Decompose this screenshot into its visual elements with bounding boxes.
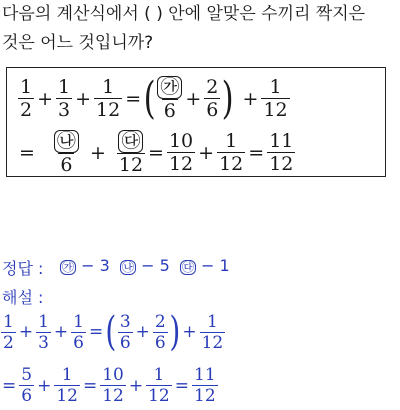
fraction: $\frac{3}{6}$ (119, 311, 131, 353)
fraction: $\frac{1}{12}$ (201, 311, 224, 353)
fraction-blank-a: $\frac{㉮}{6}$ (157, 76, 182, 121)
fraction-blank-b: $\frac{㉯}{6}$ (54, 130, 79, 175)
equation-row-1: $\frac{1}{2}$ + $\frac{1}{3}$ + $\frac{1}{12}$ = ( $\frac{㉮}{6}$ + $\frac{2}{6}$ ) + $\frac{1}{12}$ (20, 72, 288, 124)
equation-row-2: = $\frac{㉯}{6}$ + $\frac{㉰}{12}$ = $\frac{10}{12}$ + $\frac{1}{12}$ = $\frac{11}{12}$ (19, 130, 294, 176)
fraction: $\frac{1}{2}$ (3, 311, 14, 353)
question-line-1: 다음의 계산식에서 ( ) 안에 알맞은 수끼리 짝지은 (2, 4, 366, 24)
fraction: $\frac{1}{3}$ (38, 311, 49, 353)
fraction: $\frac{1}{12}$ (96, 76, 121, 121)
fraction: $\frac{11}{12}$ (194, 365, 216, 406)
fraction: $\frac{1}{6}$ (73, 311, 84, 353)
fraction: $\frac{11}{12}$ (269, 130, 294, 175)
fraction: $\frac{5}{6}$ (21, 365, 33, 406)
fraction: $\frac{2}{6}$ (206, 76, 219, 121)
fraction: $\frac{1}{12}$ (263, 76, 288, 121)
fraction: $\frac{1}{2}$ (20, 76, 33, 121)
fraction: $\frac{10}{12}$ (102, 365, 124, 406)
solution-title: 해설 : (2, 288, 44, 307)
answer-values: ㉮ − 3 ㉯ − 5 ㉰ − 1 (62, 256, 230, 275)
fraction: $\frac{1}{12}$ (219, 130, 244, 175)
fraction-blank-c: $\frac{㉰}{12}$ (118, 130, 144, 176)
equation-box (6, 67, 386, 177)
solution-row-2: = $\frac{5}{6}$ + $\frac{1}{12}$ = $\frac{10}{12}$ + $\frac{1}{12}$ = $\frac{11}{12}$ (2, 365, 216, 406)
answer-title: 정답 : (2, 259, 44, 278)
question-line-2: 것은 어느 것입니까? (2, 33, 154, 53)
solution-row-1: $\frac{1}{2}$ + $\frac{1}{3}$ + $\frac{1}{6}$ = ( $\frac{3}{6}$ + $\frac{2}{6}$ ) + $\frac{1}{12}$ (3, 309, 224, 355)
fraction: $\frac{10}{12}$ (168, 130, 194, 175)
fraction: $\frac{1}{3}$ (58, 76, 71, 121)
fraction: $\frac{2}{6}$ (154, 311, 166, 353)
fraction: $\frac{1}{12}$ (56, 365, 78, 406)
fraction: $\frac{1}{12}$ (148, 365, 170, 406)
